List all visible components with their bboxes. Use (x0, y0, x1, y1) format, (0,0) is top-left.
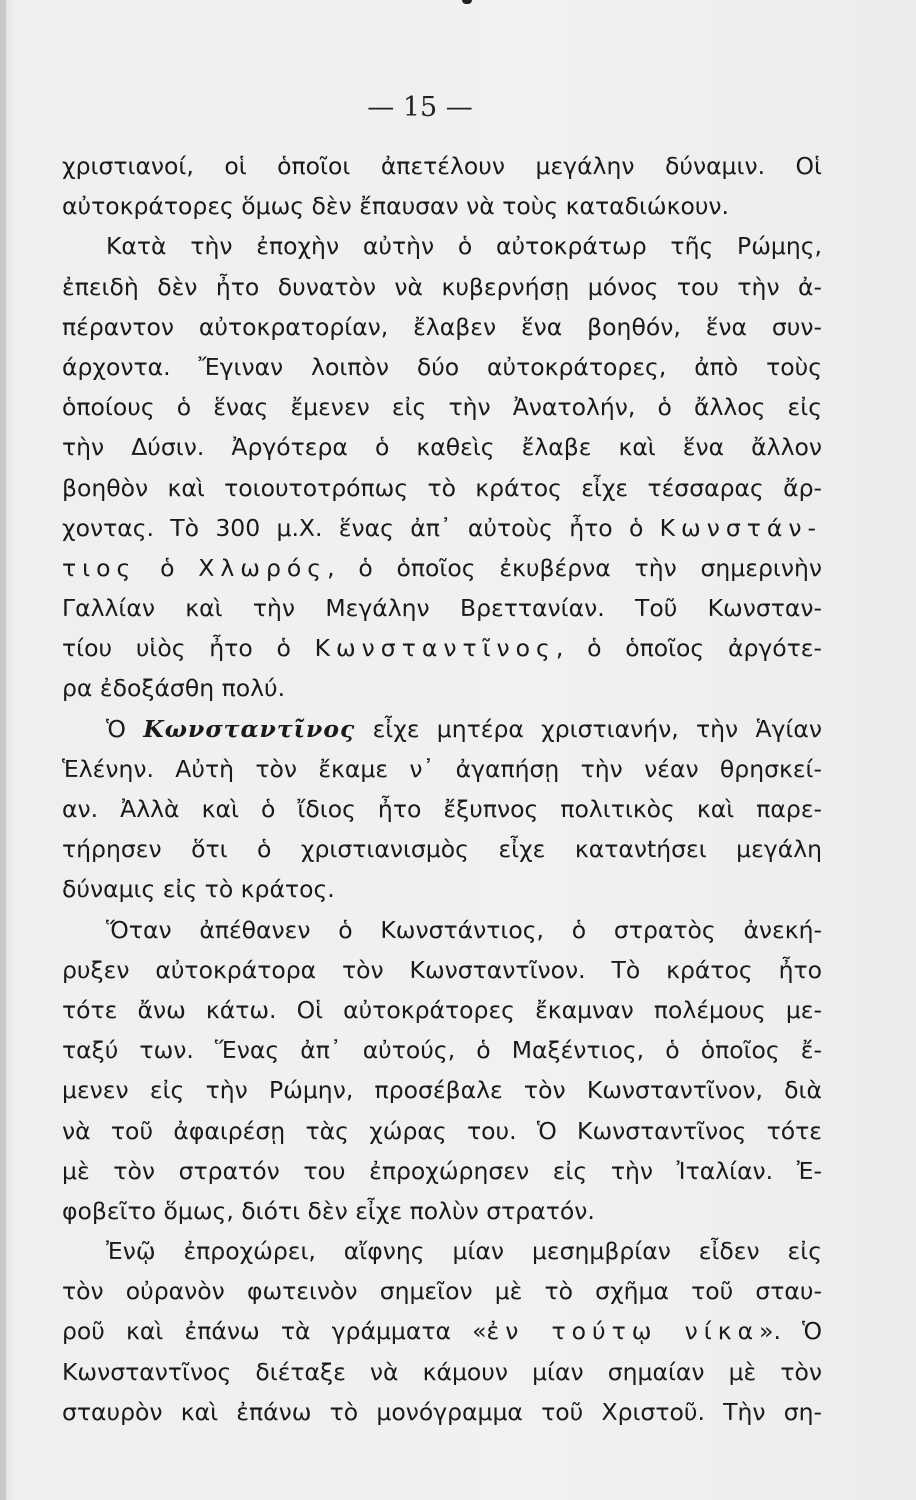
text-segment: ὁ (136, 553, 199, 582)
text-segment: , ὁ ὁποῖος ἀργότε- (555, 634, 822, 663)
spaced-name: Κωνστάν- (659, 513, 822, 542)
text-line: τὸν οὐρανὸν φωτεινὸν σημεῖον μὲ τὸ σχῆμα τοῦ σταυ- (62, 1277, 822, 1306)
text-line: ἐπειδὴ δὲν ἦτο δυνατὸν νὰ κυβερνήσῃ μόνος του τὴν ἀ- (62, 272, 822, 301)
page-number: — 15 — (367, 92, 473, 123)
text-line: άρχοντα. Ἔγιναν λοιπὸν δύο αὐτοκράτορες, ἀπὸ τοὺς (62, 352, 822, 381)
text-line: ταξύ των. Ἕνας ἀπ᾿ αὐτούς, ὁ Μαξέντιος, ὁ ὁποῖος ἔ- (62, 1036, 822, 1065)
text-line: ρα ἐδοξάσθη πολύ. (62, 674, 286, 703)
text-line: βοηθὸν καὶ τοιουτοτρόπως τὸ κράτος εἶχε τέσσαρας ἄρ- (62, 473, 822, 502)
text-line: φοβεῖτο ὅμως, διότι δὲν εἶχε πολὺν στρατόν. (62, 1196, 595, 1225)
text-segment: Ὁ (106, 714, 144, 743)
text-line: δύναμις εἰς τὸ κράτος. (62, 875, 335, 904)
text-line (62, 709, 822, 749)
text-line: τότε ἄνω κάτω. Οἱ αὐτοκράτορες ἔκαμναν πολέμους με- (62, 995, 822, 1024)
text-segment: , ὁ ὁποῖος ἐκυβέρνα τὴν σημερινὴν (327, 553, 822, 582)
top-ink-mark (462, 0, 472, 4)
spaced-name: Κωνσταντῖνος (314, 634, 556, 663)
text-line: μενεν εἰς τὴν Ρώμην, προσέβαλε τὸν Κωνσταντῖνον, διὰ (62, 1076, 822, 1105)
text-line (62, 548, 822, 588)
spaced-name: Χλωρός (198, 553, 328, 582)
text-line: Κατὰ τὴν ἐποχὴν αὐτὴν ὁ αὐτοκράτωρ τῆς Ρώμης, (106, 232, 822, 261)
text-line: πέραντον αὐτοκρατορίαν, ἔλαβεν ἕνα βοηθόν, ἕνα συν- (62, 312, 822, 341)
text-line (62, 508, 822, 548)
emphasized-name: Κωνσταντῖνος (143, 714, 356, 743)
text-segment: εἶχε μητέρα χριστιανήν, τὴν Ἁγίαν (355, 714, 822, 743)
text-segment: ροῦ καὶ ἐπάνω τὰ γράμματα « (62, 1317, 487, 1346)
text-line: νὰ τοῦ ἀφαιρέσῃ τὰς χώρας του. Ὁ Κωνσταντῖνος τότε (62, 1116, 822, 1145)
spaced-name: τιος (62, 553, 137, 582)
text-line: σταυρὸν καὶ ἐπάνω τὸ μονόγραμμα τοῦ Χριστοῦ. Τὴν ση- (62, 1397, 822, 1426)
text-segment: ». Ὁ (759, 1317, 822, 1346)
text-line: αὐτοκράτορες ὅμως δὲν ἔπαυσαν νὰ τοὺς καταδιώκουν. (62, 192, 730, 221)
text-line: Κωνσταντῖνος διέταξε νὰ κάμουν μίαν σημαίαν μὲ τὸν (62, 1357, 822, 1386)
text-line: τήρησεν ὅτι ὁ χριστιανισμὸς εἶχε κατανtήσει μεγάλη (62, 835, 822, 864)
text-line: Ἑλένην. Αὐτὴ τὸν ἔκαμε ν᾿ ἀγαπήσῃ τὴν νέαν θρησκεί- (62, 754, 822, 783)
body-text (62, 146, 822, 1432)
text-segment: τίου υἱὸς ἦτο ὁ (62, 634, 315, 663)
text-line: αν. Ἀλλὰ καὶ ὁ ἴδιος ἦτο ἔξυπνος πολιτικὸς καὶ παρε- (62, 795, 822, 823)
text-segment: χοντας. Τὸ 300 μ.Χ. ἕνας ἀπ᾿ αὐτοὺς ἦτο ὁ (62, 513, 660, 542)
text-line: Γαλλίαν καὶ τὴν Μεγάλην Βρεττανίαν. Τοῦ Κωνσταν- (62, 594, 822, 623)
text-line (62, 1311, 822, 1351)
page-binding-edge (0, 0, 6, 1500)
spaced-motto: ἐν τούτῳ νίκα (486, 1317, 760, 1346)
text-line: ὁποίους ὁ ἕνας ἔμενεν εἰς τὴν Ἀνατολήν, ὁ ἄλλος εἰς (62, 393, 822, 422)
text-line: χριστιανοί, οἱ ὁποῖοι ἀπετέλουν μεγάλην δύναμιν. Οἱ (62, 152, 822, 180)
text-line: ρυξεν αὐτοκράτορα τὸν Κωνσταντῖνον. Τὸ κράτος ἦτο (62, 955, 822, 984)
text-line (62, 628, 822, 668)
text-line: Ἐνῷ ἐπροχώρει, αἴφνης μίαν μεσημβρίαν εἶδεν εἰς (106, 1237, 822, 1266)
text-line: τὴν Δύσιν. Ἀργότερα ὁ καθεὶς ἔλαβε καὶ ἕνα ἄλλον (62, 433, 822, 462)
text-line: Ὅταν ἀπέθανεν ὁ Κωνστάντιος, ὁ στρατὸς ἀνεκή- (106, 915, 822, 944)
text-line: μὲ τὸν στρατόν του ἐπροχώρησεν εἰς τὴν Ἰταλίαν. Ἐ- (62, 1156, 822, 1185)
